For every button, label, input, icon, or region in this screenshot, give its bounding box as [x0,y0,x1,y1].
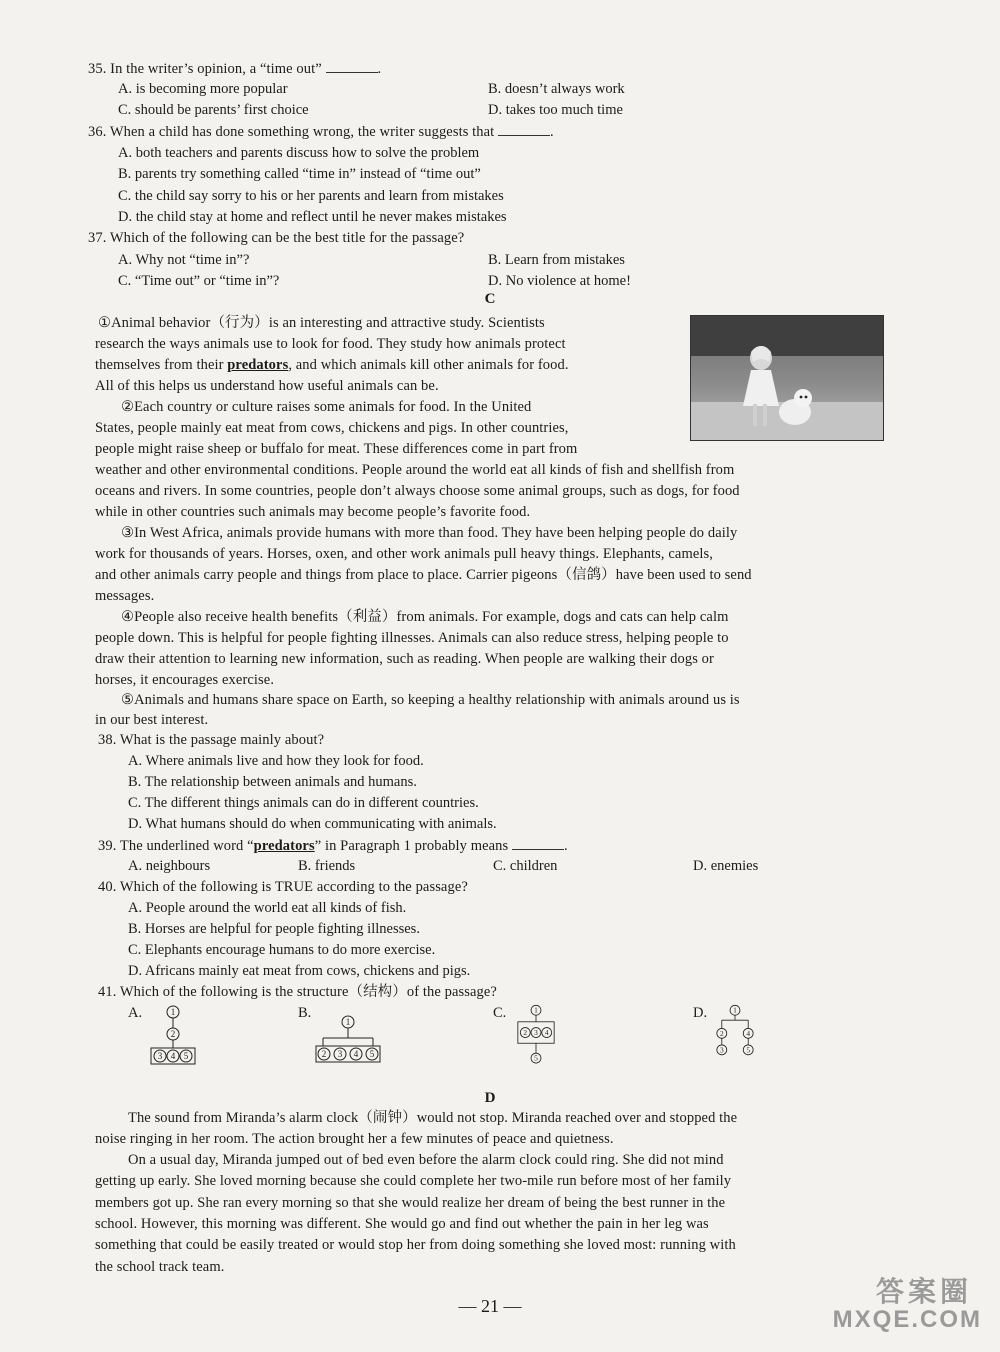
passage-c-line: while in other countries such animals may become people’s favorite food. [95,504,531,520]
q40-option-c: C. Elephants encourage humans to do more exercise. [128,942,436,958]
passage-c-line: messages. [95,588,155,604]
q37-option-a: A. Why not “time in”? [118,252,250,268]
passage-d-line: noise ringing in her room. The action brought her a few minutes of peace and quietness. [95,1131,614,1147]
node-2: 2 [719,1028,724,1038]
watermark-url: MXQE.COM [832,1306,982,1333]
q41-option-c: C. [493,1005,507,1021]
passage-c-line: draw their attention to learning new information, such as reading. When people are walking their dogs or [95,651,714,667]
watermark-logo-text: 答案圈 [875,1276,972,1307]
q39-option-c: C. children [493,858,558,874]
node-4: 4 [353,1049,359,1059]
q40-option-b: B. Horses are helpful for people fighting illnesses. [128,921,420,937]
q40-option-d: D. Africans mainly eat meat from cows, chickens and pigs. [128,963,471,979]
q39-option-d: D. enemies [693,858,759,874]
q39-option-b: B. friends [298,858,356,874]
predators-word: predators [227,357,289,373]
passage-d-line: members got up. She ran every morning so that she would realize her dream of being the best runner in the [95,1195,726,1211]
passage-d-line: The sound from Miranda’s alarm clock（闹钟）would not stop. Miranda reached over and stopped the [128,1110,738,1126]
page-number: — 21 — [458,1296,522,1316]
q38-option-c: C. The different things animals can do in different countries. [128,795,479,811]
q38-option-a: A. Where animals live and how they look for food. [128,753,424,769]
question-39-stem: 39. The underlined word “predators” in Paragraph 1 probably means . [98,835,568,856]
passage-c-line: people down. This is helpful for people fighting illnesses. Animals can also reduce stress, helping people to [95,630,729,646]
predators-word: predators [253,838,315,854]
node-1: 1 [733,1005,737,1015]
node-3: 3 [719,1045,724,1055]
node-3: 3 [337,1049,343,1059]
passage-c-line: ②Each country or culture raises some animals for food. In the United [121,399,532,415]
question-35-stem: 35. In the writer’s opinion, a “time out” . [88,58,381,79]
passage-c-line: ①Animal behavior（行为）is an interesting and attractive study. Scientists [98,315,545,331]
q37-option-d: D. No violence at home! [488,273,631,289]
node-5: 5 [369,1049,375,1059]
question-41-stem: 41. Which of the following is the structure（结构）of the passage? [98,984,497,1000]
node-5: 5 [746,1045,751,1055]
q41-option-d: D. [693,1005,708,1021]
q35-option-a: A. is becoming more popular [118,81,288,97]
node-5: 5 [183,1051,189,1061]
structure-diagram-b [312,1002,384,1068]
passage-c-line: ④People also receive health benefits（利益）from animals. For example, dogs and cats can help calm [121,609,729,625]
node-2: 2 [321,1049,327,1059]
answer-blank [498,121,550,136]
structure-diagram-d [705,1002,765,1068]
node-5: 5 [534,1053,538,1063]
question-40-stem: 40. Which of the following is TRUE according to the passage? [98,879,468,895]
question-38-stem: 38. What is the passage mainly about? [98,732,325,748]
passage-c-line: themselves from their predators, and which animals kill other animals for food. [95,357,569,373]
photo-girl-with-dog [690,315,884,441]
q36-option-a: A. both teachers and parents discuss how to solve the problem [118,145,480,161]
passage-c-line: ⑤Animals and humans share space on Earth, so keeping a healthy relationship with animals around us is [121,692,740,708]
passage-c-line: in our best interest. [95,712,209,728]
q40-option-a: A. People around the world eat all kinds of fish. [128,900,407,916]
question-36-stem: 36. When a child has done something wrong, the writer suggests that . [88,121,554,142]
q37-option-c: C. “Time out” or “time in”? [118,273,280,289]
passage-c-line: research the ways animals use to look for food. They study how animals protect [95,336,566,352]
passage-c-line: and other animals carry people and things from place to place. Carrier pigeons（信鸽）have been used to send [95,567,752,583]
q38-option-b: B. The relationship between animals and humans. [128,774,417,790]
q39-option-a: A. neighbours [128,858,211,874]
passage-c-line: work for thousands of years. Horses, oxen, and other work animals pull heavy things. Elephants, camels, [95,546,713,562]
q41-option-a: A. [128,1005,143,1021]
answer-blank [326,58,378,73]
section-d-heading: D [484,1090,496,1106]
passage-c-line: horses, it encourages exercise. [95,672,275,688]
node-4: 4 [544,1028,549,1037]
q36-option-b: B. parents try something called “time in” instead of “time out” [118,166,481,182]
passage-d-line: the school track team. [95,1259,225,1275]
answer-blank [512,835,564,850]
passage-c-line: oceans and rivers. In some countries, people don’t always choose some animal groups, such as dogs, for food [95,483,740,499]
structure-diagram-a [145,1002,201,1068]
site-watermark [792,1270,982,1340]
node-2: 2 [170,1029,176,1039]
q37-option-b: B. Learn from mistakes [488,252,625,268]
passage-c-line: ③In West Africa, animals provide humans with more than food. They have been helping people do daily [121,525,738,541]
q38-option-d: D. What humans should do when communicating with animals. [128,816,497,832]
node-4: 4 [746,1028,751,1038]
q41-option-b: B. [298,1005,312,1021]
passage-c-line: All of this helps us understand how useful animals can be. [95,378,439,394]
node-3: 3 [534,1028,538,1037]
passage-d-line: getting up early. She loved morning because she could complete her two-mile run before most of her family [95,1173,732,1189]
passage-c-line: weather and other environmental conditions. People around the world eat all kinds of fish and shellfish from [95,462,735,478]
q35-option-b: B. doesn’t always work [488,81,625,97]
node-1: 1 [345,1017,351,1027]
passage-d-line: something that could be easily treated or would stop her from doing something she loved most: running with [95,1237,736,1253]
node-1: 1 [170,1007,176,1017]
question-37-stem: 37. Which of the following can be the best title for the passage? [88,230,465,246]
passage-d-line: school. However, this morning was different. She would go and find out whether the pain in her leg was [95,1216,709,1232]
q36-option-c: C. the child say sorry to his or her parents and learn from mistakes [118,188,504,204]
node-4: 4 [170,1051,176,1061]
q35-option-c: C. should be parents’ first choice [118,102,309,118]
q36-option-d: D. the child stay at home and reflect until he never makes mistakes [118,209,507,225]
node-1: 1 [534,1005,538,1015]
q35-option-d: D. takes too much time [488,102,623,118]
passage-c-line: people might raise sheep or buffalo for meat. These differences come in part from [95,441,578,457]
structure-diagram-c [508,1002,564,1068]
section-c-heading: C [484,291,496,307]
passage-d-line: On a usual day, Miranda jumped out of bed even before the alarm clock could ring. She did not mind [128,1152,724,1168]
passage-c-line: States, people mainly eat meat from cows, chickens and pigs. In other countries, [95,420,569,436]
node-2: 2 [523,1028,528,1037]
node-3: 3 [157,1051,163,1061]
